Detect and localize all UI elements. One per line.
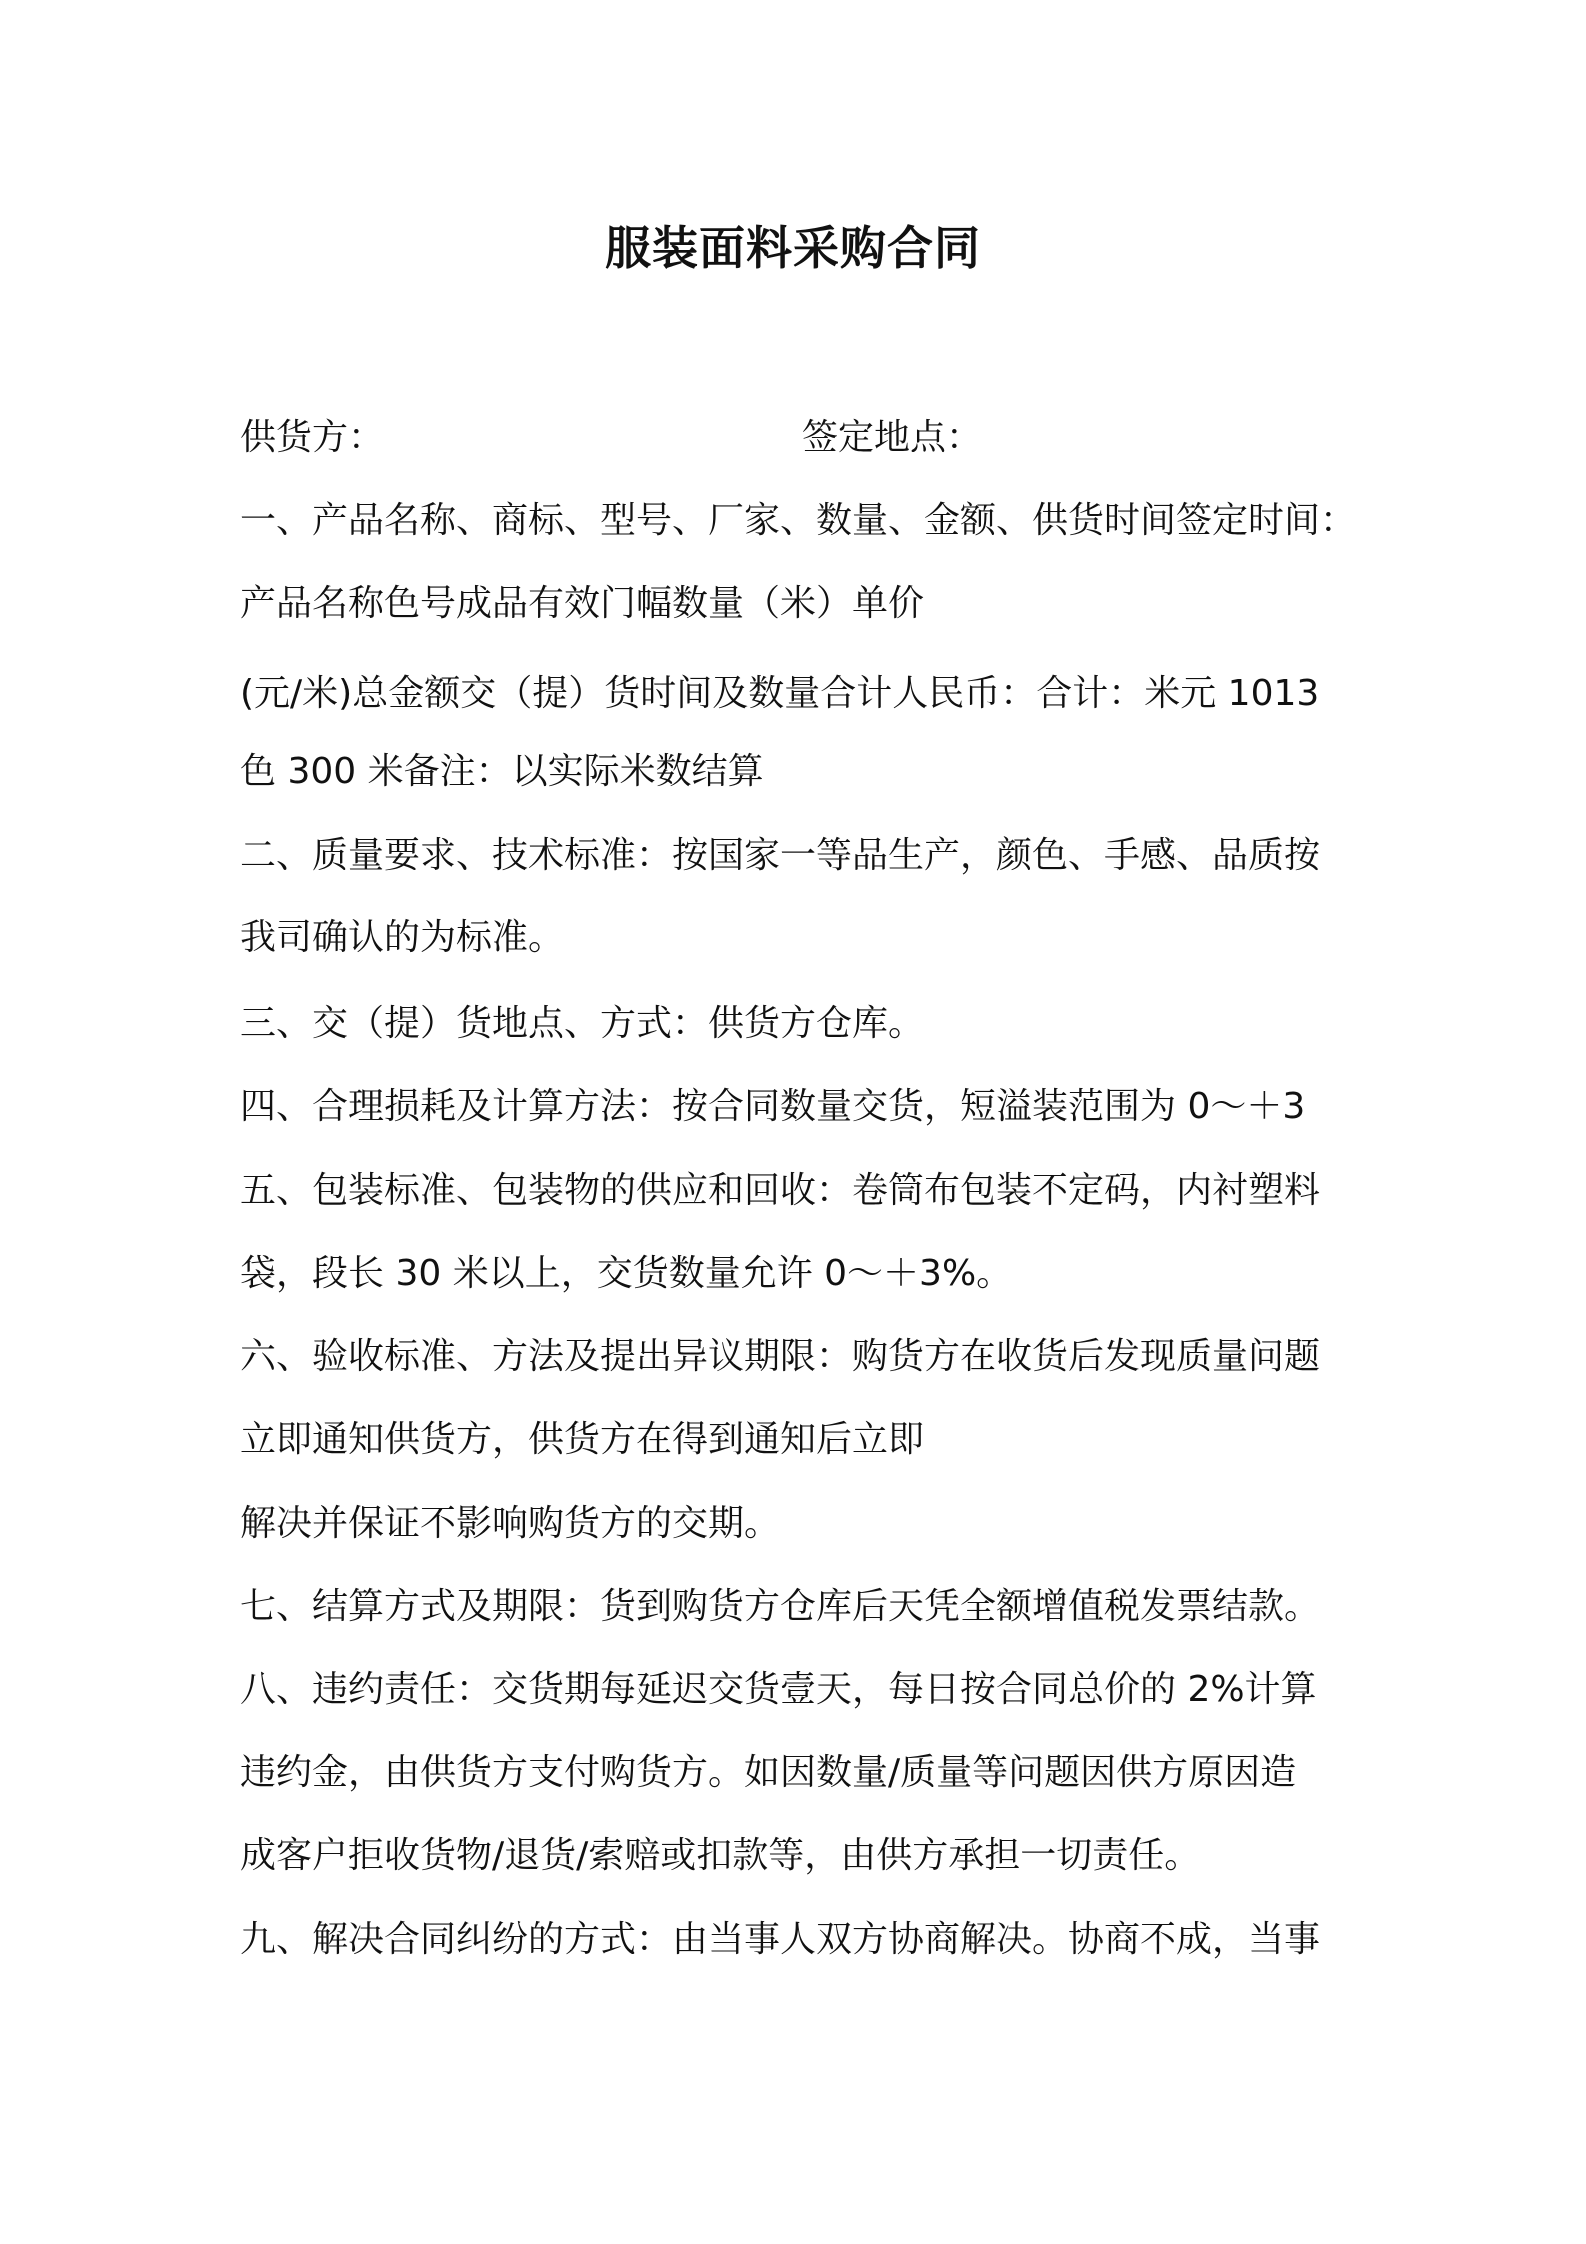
clause-6-line-1: 六、验收标准、方法及提出异议期限：购货方在收货后发现质量问题 <box>240 1336 1321 1377</box>
clause-1-line-3: (元/米)总金额交（提）货时间及数量合计人民币：合计：米元 1013 <box>240 673 1320 714</box>
clause-8-line-3: 成客户拒收货物/退货/索赔或扣款等，由供方承担一切责任。 <box>240 1835 1201 1876</box>
clause-4-line-1: 四、合理损耗及计算方法：按合同数量交货，短溢装范围为 0～＋3 <box>240 1086 1306 1127</box>
clause-5-line-1: 五、包装标准、包装物的供应和回收：卷筒布包装不定码，内衬塑料 <box>240 1170 1321 1211</box>
clause-8-line-1: 八、违约责任：交货期每延迟交货壹天，每日按合同总价的 2%计算 <box>240 1669 1317 1710</box>
clause-2-line-1: 二、质量要求、技术标准：按国家一等品生产，颜色、手感、品质按 <box>240 835 1321 876</box>
clause-1-line-4: 色 300 米备注：以实际米数结算 <box>240 751 764 792</box>
clause-6-line-2: 立即通知供货方，供货方在得到通知后立即 <box>240 1419 925 1460</box>
clause-3-line-1: 三、交（提）货地点、方式：供货方仓库。 <box>240 1003 925 1044</box>
clause-7-line-1: 七、结算方式及期限：货到购货方仓库后天凭全额增值税发票结款。 <box>240 1586 1321 1627</box>
clause-1-line-2: 产品名称色号成品有效门幅数量（米）单价 <box>240 583 925 624</box>
signing-place-label: 签定地点： <box>802 417 983 458</box>
clause-9-line-1: 九、解决合同纠纷的方式：由当事人双方协商解决。协商不成，当事 <box>240 1919 1321 1960</box>
clause-6-line-3: 解决并保证不影响购货方的交期。 <box>240 1503 781 1544</box>
clause-5-line-2: 袋，段长 30 米以上，交货数量允许 0～＋3%。 <box>240 1253 1013 1294</box>
clause-8-line-2: 违约金，由供货方支付购货方。如因数量/质量等问题因供方原因造 <box>240 1752 1297 1793</box>
supplier-label: 供货方： <box>240 417 385 458</box>
document-title: 服装面料采购合同 <box>605 221 981 275</box>
clause-1-line-1: 一、产品名称、商标、型号、厂家、数量、金额、供货时间签定时间： <box>240 500 1357 541</box>
clause-2-line-2: 我司确认的为标准。 <box>240 917 565 958</box>
